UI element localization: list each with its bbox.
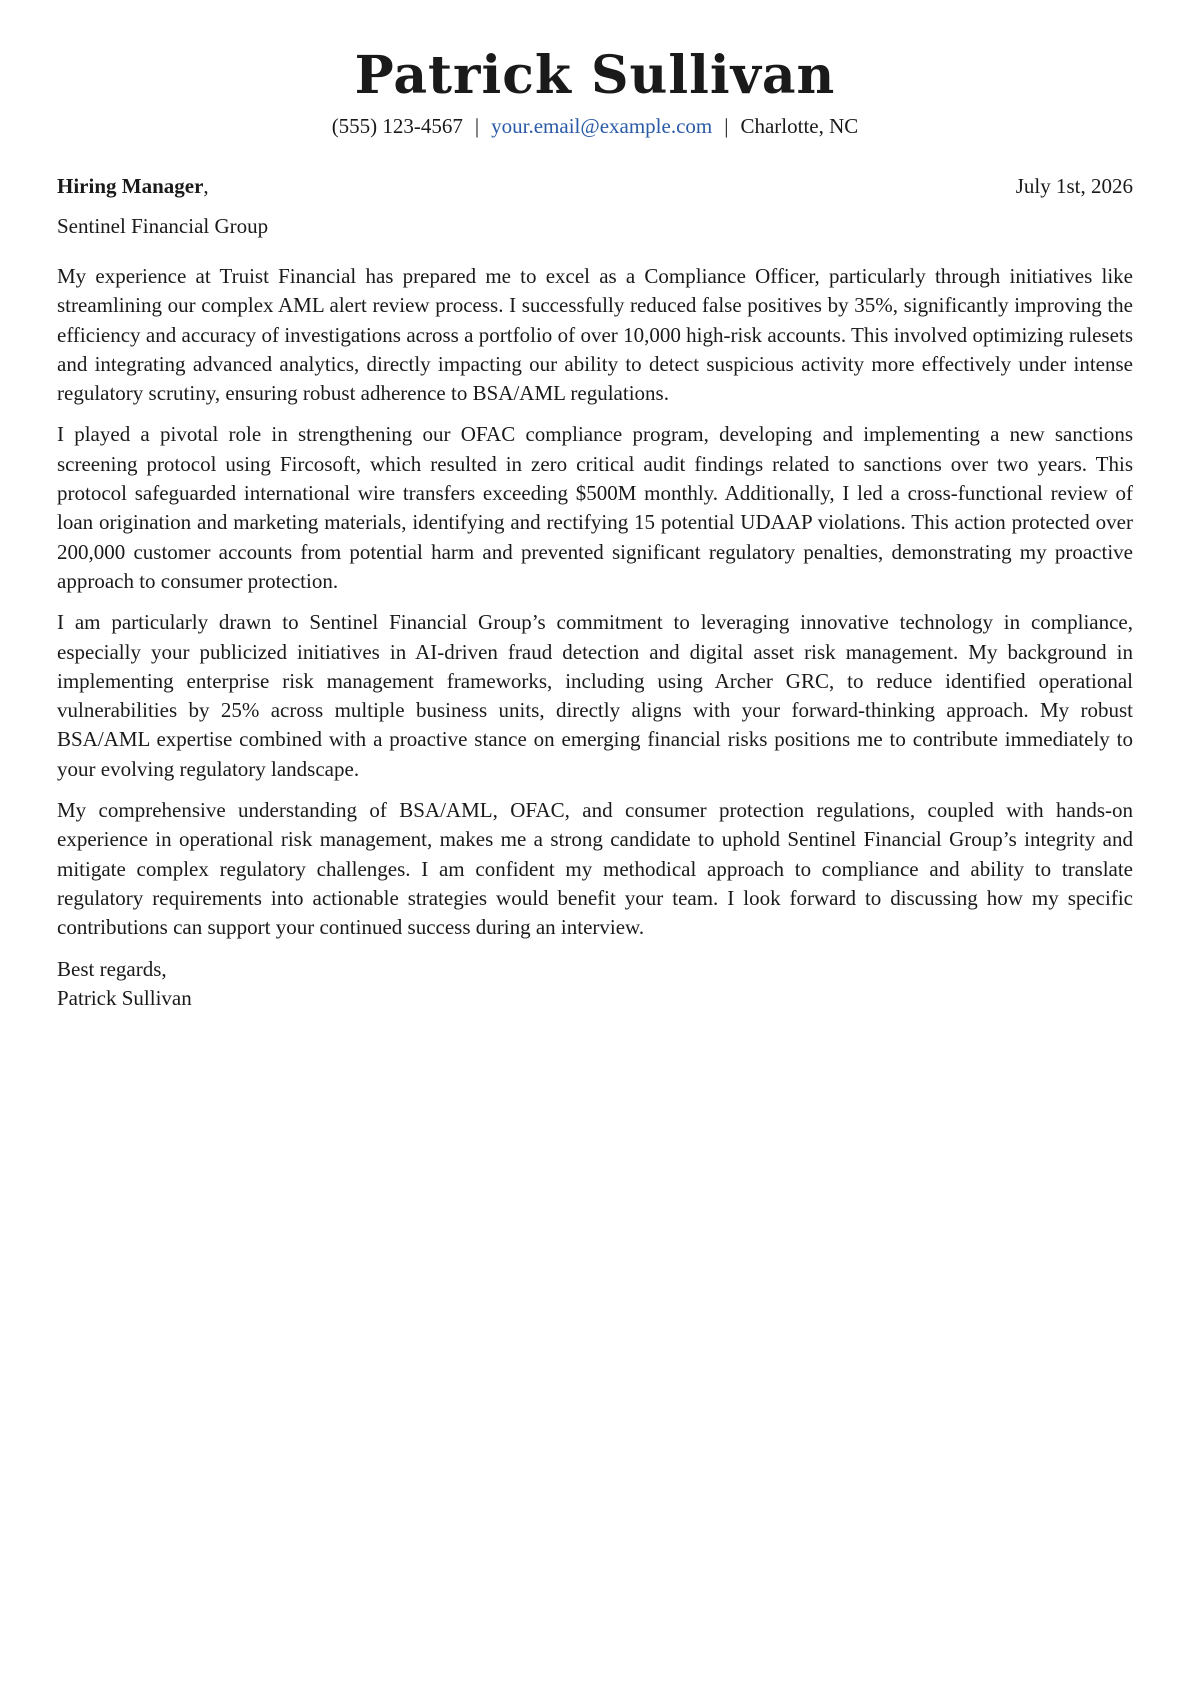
- body-paragraph: I played a pivotal role in strengthening our OFAC compliance program, developing and implementing a new sanctions screening protocol using Fircosoft, which resulted in zero critical audit findings related to sanctions over two years. This protocol safeguarded international wire transfers exceeding $500M monthly. Additionally, I led a cross-functional review of loan origination and marketing materials, identifying and rectifying 15 potential UDAAP violations. This action protected over 200,000 customer accounts from potential harm and prevented significant regulatory penalties, demonstrating my proactive approach to consumer protection.: [57, 422, 1133, 593]
- body-paragraph: My comprehensive understanding of BSA/AML, OFAC, and consumer protection regulations, coupled with hands-on experience in operational risk management, makes me a strong candidate to uphold Sentinel Financial Group’s integrity and mitigate complex regulatory challenges. I am confident my methodical approach to compliance and ability to translate regulatory requirements into actionable strategies would benefit your team. I look forward to discussing how my specific contributions can support your continued success during an interview.: [57, 798, 1133, 940]
- sender-location: Charlotte, NC: [740, 114, 859, 138]
- recipient-company: Sentinel Financial Group: [57, 214, 269, 238]
- letter-body: [57, 262, 1133, 943]
- letter-closing: [57, 955, 1133, 1013]
- closing-salutation: Best regards,: [57, 956, 167, 981]
- contact-line: [57, 112, 1133, 140]
- body-paragraph: I am particularly drawn to Sentinel Financial Group’s commitment to leveraging innovative technology in compliance, especially your publicized initiatives in AI-driven fraud detection and digital asset risk management. My background in implementing enterprise risk management frameworks, including using Archer GRC, to reduce identified operational vulnerabilities by 25% across multiple business units, directly aligns with your forward-thinking approach. My robust BSA/AML expertise combined with a proactive stance on emerging financial risks positions me to contribute immediately to your evolving regulatory landscape.: [57, 610, 1133, 781]
- recipient-name-suffix: ,: [203, 174, 209, 198]
- sender-phone: (555) 123-4567: [331, 114, 463, 138]
- recipient-name: Hiring Manager: [57, 174, 204, 198]
- contact-separator: |: [724, 114, 729, 138]
- sender-email-link[interactable]: your.email@example.com: [491, 114, 713, 138]
- cover-letter-page: [57, 0, 1133, 1013]
- recipient-date-row: [57, 172, 1133, 200]
- closing-signature: Patrick Sullivan: [57, 985, 192, 1010]
- body-paragraph: My experience at Truist Financial has prepared me to excel as a Compliance Officer, particularly through initiatives like streamlining our complex AML alert review process. I successfully reduced false positives by 35%, significantly improving the efficiency and accuracy of investigations across a portfolio of over 10,000 high-risk accounts. This involved optimizing rulesets and integrating advanced analytics, directly impacting our ability to detect suspicious activity more effectively under intense regulatory scrutiny, ensuring robust adherence to BSA/AML regulations.: [57, 264, 1133, 406]
- recipient-line: [57, 172, 209, 200]
- sender-name: Patrick Sullivan: [354, 45, 836, 106]
- letter-header: [57, 0, 1133, 140]
- letter-date: July 1st, 2026: [1015, 174, 1133, 198]
- contact-separator: |: [474, 114, 480, 138]
